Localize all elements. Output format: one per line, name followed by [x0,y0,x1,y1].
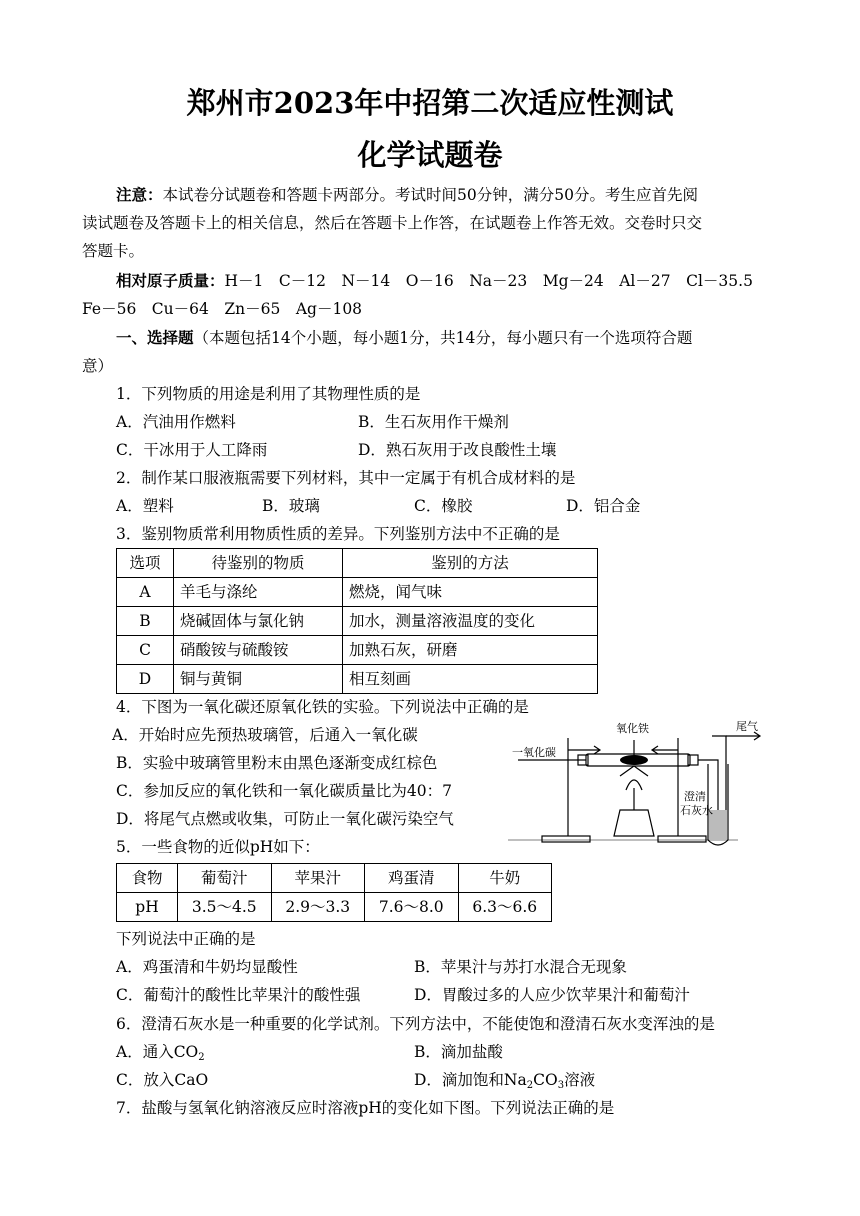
table-row [117,607,598,636]
table-cell: B [117,607,174,636]
table-cell: C [117,636,174,665]
table-header-row [117,864,552,893]
page-title: 郑州市2023年中招第二次适应性测试 [186,86,674,120]
q4-stem: 4．下图为一氧化碳还原氧化铁的实验。下列说法中正确的是 [116,698,529,716]
table-cell: A [117,578,174,607]
stand-base-right [658,836,706,842]
iron-oxide-powder [620,755,648,765]
q4-option-a: A．开始时应先预热玻璃管，后通入一氧化碳 [112,726,418,744]
table-cell: 燃烧，闻气味 [343,578,598,607]
q5-ph-table [116,863,552,922]
table-cell: 加水，测量溶液温度的变化 [343,607,598,636]
notice-line-2: 读试题卷及答题卡上的相关信息，然后在答题卡上作答，在试题卷上作答无效。交卷时只交 [82,214,703,232]
label-tail-gas: 尾气 [736,720,758,733]
q1-stem: 1．下列物质的用途是利用了其物理性质的是 [116,385,421,403]
table-row [117,665,598,694]
q2-stem: 2．制作某口服液瓶需要下列材料，其中一定属于有机合成材料的是 [116,469,576,487]
label-limewater-1: 澄清 [684,790,706,803]
notice-label: 注意： [116,185,163,204]
q6-option-d: D．滴加饱和$Na_2CO_3$溶液 [414,1071,596,1091]
table-header-cell: 苹果汁 [271,864,365,893]
q1-option-a: A．汽油用作燃料 [116,413,236,431]
q2-option-a: A．塑料 [116,497,174,515]
stand-base-left [542,836,590,842]
q6-option-b: B．滴加盐酸 [414,1043,503,1061]
table-cell: 相互刻画 [343,665,598,694]
table-cell: 加熟石灰，研磨 [343,636,598,665]
table-header-cell: 牛奶 [458,864,552,893]
q5-option-c: C．葡萄汁的酸性比苹果汁的酸性强 [116,986,361,1004]
notice-line-3: 答题卡。 [82,242,145,260]
table-cell: 硝酸铵与硫酸铵 [174,636,343,665]
q5-stem: 5．一些食物的近似pH如下： [116,838,320,856]
q3-table [116,548,598,694]
table-cell: 羊毛与涤纶 [174,578,343,607]
q7-stem: 7．盐酸与氢氧化钠溶液反应时溶液pH的变化如下图。下列说法正确的是 [116,1099,615,1117]
q5-option-a: A．鸡蛋清和牛奶均显酸性 [116,958,298,976]
table-cell: 2.9～3.3 [271,893,365,922]
q6-stem: 6．澄清石灰水是一种重要的化学试剂。下列方法中，不能使饱和澄清石灰水变浑浊的是 [116,1015,715,1033]
q1-option-c: C．干冰用于人工降雨 [116,441,268,459]
q3-stem: 3．鉴别物质常利用物质性质的差异。下列鉴别方法中不正确的是 [116,525,560,543]
atomic-mass-line-2: Fe－56 Cu－64 Zn－65 Ag－108 [82,300,363,318]
clamp-left [568,746,600,754]
section-1-heading-cont: 意） [82,357,114,375]
table-header-cell: 选项 [117,549,174,578]
table-header-cell: 鉴别的方法 [343,549,598,578]
q5-after: 下列说法中正确的是 [116,930,256,948]
co-reduction-apparatus-figure [508,718,770,852]
q2-option-b: B．玻璃 [262,497,320,515]
q5-option-d: D．胃酸过多的人应少饮苹果汁和葡萄汁 [414,986,690,1004]
label-limewater-2: 石灰水 [680,804,713,817]
page-subtitle: 化学试题卷 [357,138,503,172]
tail-gas-arrow [726,732,760,740]
atomic-mass-line-1: 相对原子质量：H－1 C－12 N－14 O－16 Na－23 Mg－24 Al－27 Cl－35.5 [116,271,753,290]
table-cell: 7.6～8.0 [365,893,459,922]
q1-option-d: D．熟石灰用于改良酸性土壤 [358,441,557,459]
q6-option-c: C．放入CaO [116,1071,209,1089]
table-row [117,578,598,607]
table-cell: 烧碱固体与氯化钠 [174,607,343,636]
table-cell: pH [117,893,178,922]
q1-option-b: B．生石灰用作干燥剂 [358,413,509,431]
q4-option-b: B．实验中玻璃管里粉末由黑色逐渐变成红棕色 [116,754,438,772]
table-row [117,636,598,665]
tail-gas-line [712,736,726,818]
table-header-cell: 食物 [117,864,178,893]
table-cell: 铜与黄铜 [174,665,343,694]
clamp-right [652,746,678,754]
table-cell: 3.5～4.5 [178,893,272,922]
table-cell: D [117,665,174,694]
q2-option-c: C．橡胶 [414,497,473,515]
q2-option-d: D．铝合金 [566,497,641,515]
section-1-heading: 一、选择题（本题包括14个小题，每小题1分，共14分，每小题只有一个选项符合题 [116,328,693,347]
table-header-row [117,549,598,578]
q4-option-d: D．将尾气点燃或收集，可防止一氧化碳污染空气 [116,810,454,828]
table-header-cell: 葡萄汁 [178,864,272,893]
q6-option-a: A．通入$CO_2$ [116,1043,205,1063]
alcohol-lamp [614,810,654,836]
table-row [117,893,552,922]
label-co: 一氧化碳 [512,746,556,759]
table-cell: 6.3～6.6 [458,893,552,922]
q4-option-c: C．参加反应的氧化铁和一氧化碳质量比为40：7 [116,782,452,800]
table-header-cell: 待鉴别的物质 [174,549,343,578]
table-header-cell: 鸡蛋清 [365,864,459,893]
flame-cap [620,766,648,776]
label-fe2o3: 氧化铁 [616,722,649,735]
notice-line-1: 注意：本试卷分试题卷和答题卡两部分。考试时间50分钟，满分50分。考生应首先阅 [116,185,698,204]
atomic-mass-label: 相对原子质量： [116,271,225,290]
q5-option-b: B．苹果汁与苏打水混合无现象 [414,958,627,976]
